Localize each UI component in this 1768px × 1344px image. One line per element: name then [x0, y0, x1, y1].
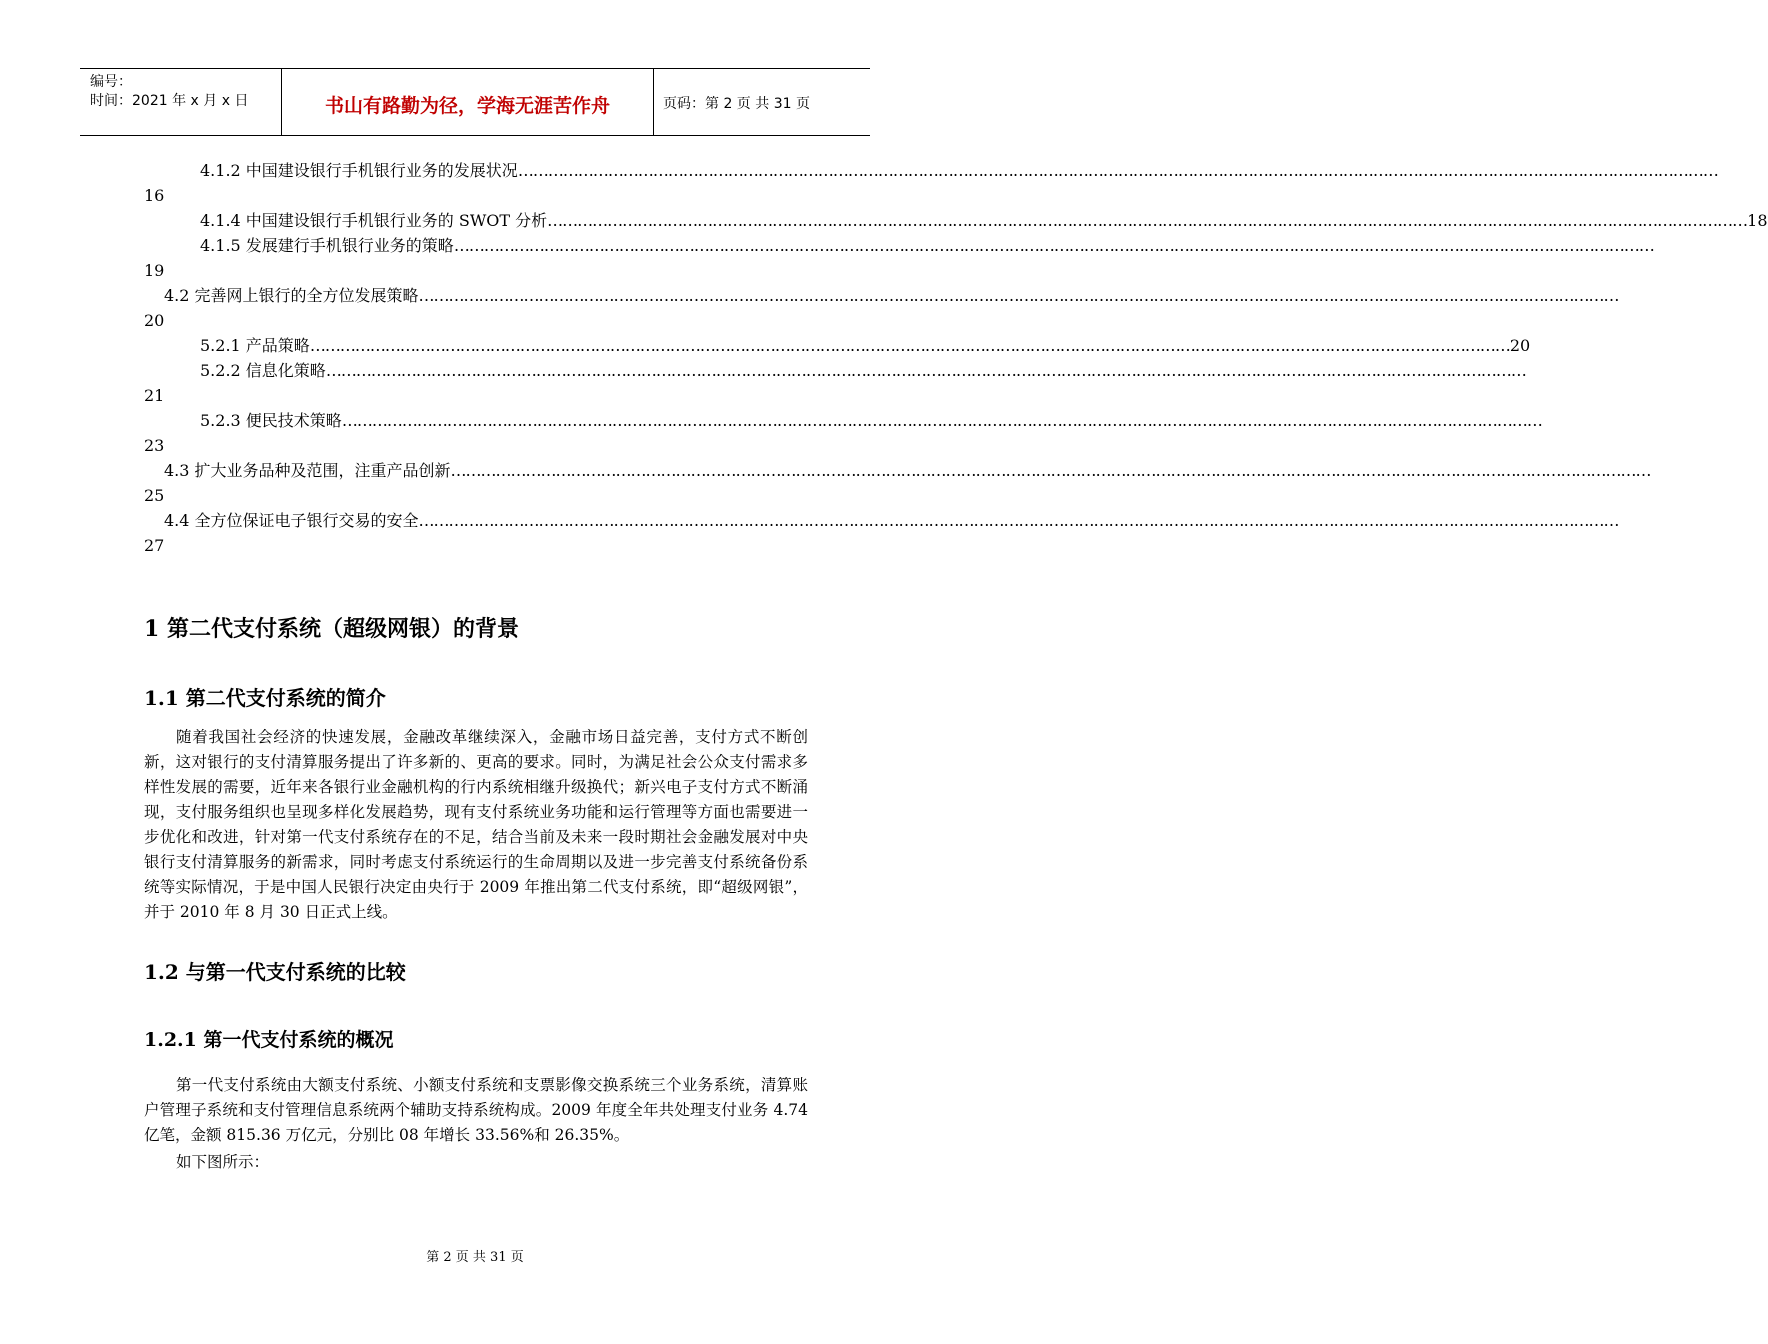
- toc-entry-title: 4.1.2 中国建设银行手机银行业务的发展状况: [200, 161, 518, 180]
- toc-entry-title: 5.2.1 产品策略: [200, 336, 310, 355]
- toc-entry[interactable]: [144, 233, 1654, 258]
- toc-entry-page: 21: [144, 386, 165, 405]
- header-meta: [80, 69, 282, 135]
- time-label: 时间：2021 年 x 月 x 日: [90, 93, 249, 109]
- toc-entry-title: 4.2 完善网上银行的全方位发展策略: [164, 286, 419, 305]
- toc-entry[interactable]: [144, 508, 1619, 533]
- paragraph-intro: 随着我国社会经济的快速发展，金融改革继续深入，金融市场日益完善，支付方式不断创新，这对银行的支付清算服务提出了许多新的、更高的要求。同时，为满足社会公众支付需求多样性发展的需要，近年来各银行业金融机构的行内系统相继升级换代；新兴电子支付方式不断涌现，支付服务组织也呈现多样化发展趋势，现有支付系统业务功能和运行管理等方面也需要进一步优化和改进，针对第一代支付系统存在的不足，结合当前及未来一段时期社会金融发展对中央银行支付清算服务的新需求，同时考虑支付系统运行的生命周期以及进一步完善支付系统备份系统等实际情况，于是中国人民银行决定由央行于 2009 年推出第二代支付系统，即“超级网银”，并于 2010 年 8 月 30 日正式上线。: [144, 728, 808, 921]
- toc-entry-page-line: [144, 533, 808, 558]
- chapter-heading: 1 第二代支付系统（超级网银）的背景: [144, 616, 519, 642]
- page-header: [80, 68, 870, 136]
- toc-entry-page-line: [144, 258, 808, 283]
- toc-entry[interactable]: [144, 208, 1768, 233]
- toc-entry-page: 20: [1509, 336, 1531, 355]
- toc-leader-dots: ……………………………………………………………………………………………………………………………………………………………………………………………………………………: [450, 461, 1651, 480]
- toc-leader-dots: ……………………………………………………………………………………………………………………………………………………………………………………………………………………: [517, 161, 1718, 180]
- toc-entry[interactable]: [144, 408, 1542, 433]
- toc-entry-page-line: [144, 308, 808, 333]
- toc-leader-dots: ……………………………………………………………………………………………………………………………………………………………………………………………………………………: [418, 511, 1619, 530]
- toc-leader-dots: ……………………………………………………………………………………………………………………………………………………………………………………………………………………: [453, 236, 1654, 255]
- toc-entry-page: 20: [144, 311, 165, 330]
- section-heading-1-2: 1.2 与第一代支付系统的比较: [144, 960, 406, 984]
- toc-entry-page: 19: [144, 261, 165, 280]
- toc-entry-page: 18: [1747, 211, 1768, 230]
- page-footer: 第 2 页 共 31 页: [426, 1250, 524, 1265]
- toc-entry-page-line: [144, 183, 808, 208]
- toc-entry[interactable]: [144, 333, 1531, 358]
- table-of-contents: [144, 158, 1768, 558]
- toc-entry[interactable]: [144, 283, 1619, 308]
- toc-leader-dots: ……………………………………………………………………………………………………………………………………………………………………………………………………………………: [547, 211, 1748, 230]
- toc-entry-title: 4.1.5 发展建行手机银行业务的策略: [200, 236, 454, 255]
- toc-entry-title: 5.2.2 信息化策略: [200, 361, 326, 380]
- toc-leader-dots: ……………………………………………………………………………………………………………………………………………………………………………………………………………………: [325, 361, 1526, 380]
- toc-entry-title: 4.1.4 中国建设银行手机银行业务的 SWOT 分析: [200, 211, 548, 230]
- toc-entry-page-line: [144, 483, 808, 508]
- header-motto: 书山有路勤为径，学海无涯苦作舟: [282, 69, 654, 135]
- toc-entry[interactable]: [144, 358, 1526, 383]
- number-label: 编号：: [90, 74, 132, 90]
- toc-entry-page-line: [144, 433, 808, 458]
- section-heading-1-1: 1.1 第二代支付系统的简介: [144, 686, 386, 710]
- toc-entry-title: 5.2.3 便民技术策略: [200, 411, 342, 430]
- toc-entry[interactable]: [144, 158, 1718, 183]
- toc-leader-dots: ……………………………………………………………………………………………………………………………………………………………………………………………………………………: [341, 411, 1542, 430]
- toc-leader-dots: ……………………………………………………………………………………………………………………………………………………………………………………………………………………: [418, 286, 1619, 305]
- paragraph-overview: 第一代支付系统由大额支付系统、小额支付系统和支票影像交换系统三个业务系统，清算账户管理子系统和支付管理信息系统两个辅助支持系统构成。2009 年度全年共处理支付业务 4.74 亿笔，金额 815.36 万亿元，分别比 08 年增长 33.56%和 26.35%。: [144, 1076, 808, 1144]
- paragraph-figure-ref: 如下图所示：: [176, 1153, 270, 1171]
- toc-entry-title: 4.3 扩大业务品种及范围，注重产品创新: [164, 461, 451, 480]
- toc-entry-page: 16: [144, 186, 165, 205]
- toc-entry[interactable]: [144, 458, 1651, 483]
- header-page-label: 页码：第 2 页 共 31 页: [663, 96, 810, 112]
- toc-leader-dots: ……………………………………………………………………………………………………………………………………………………………………………………………………………………: [309, 336, 1510, 355]
- toc-entry-page: 23: [144, 436, 165, 455]
- section-heading-1-2-1: 1.2.1 第一代支付系统的概况: [144, 1029, 394, 1051]
- toc-entry-page-line: [144, 383, 808, 408]
- toc-entry-page: 27: [144, 536, 165, 555]
- toc-entry-page: 25: [144, 486, 165, 505]
- toc-entry-title: 4.4 全方位保证电子银行交易的安全: [164, 511, 419, 530]
